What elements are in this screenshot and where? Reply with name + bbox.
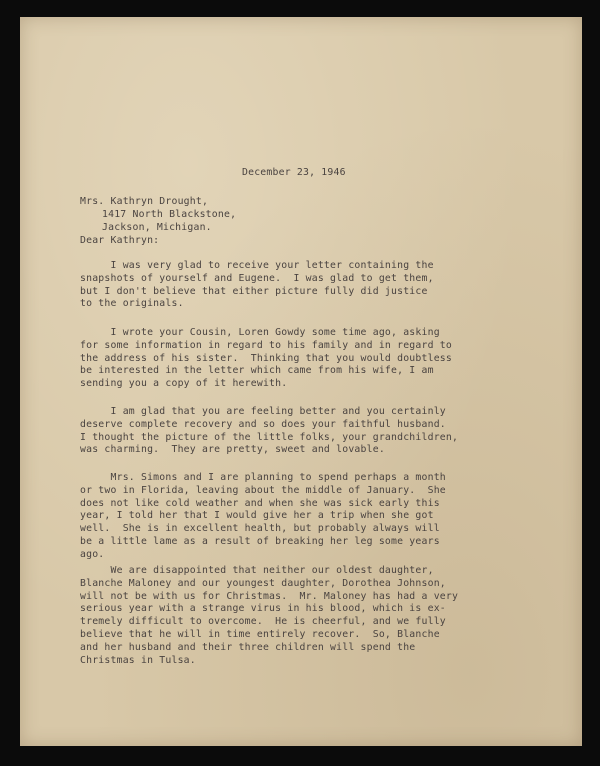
paragraph-line: I was very glad to receive your letter containing the [80,260,434,271]
paragraph-line: does not like cold weather and when she was sick early this [80,497,440,509]
paragraph-line: I wrote your Cousin, Loren Gowdy some time ago, asking [80,327,440,338]
paragraph-line: ago. [80,548,105,560]
paragraph-line: sending you a copy of it herewith. [80,378,288,390]
paragraph-line: and her husband and their three children will spend the [80,641,416,653]
paragraph-2 [80,327,480,391]
paragraph-line: well. She is in excellent health, but probably always will [80,523,440,535]
paragraph-line: be a little lame as a result of breaking her leg some years [80,535,440,547]
paragraph-line: the address of his sister. Thinking that you would doubtless [80,352,452,364]
paragraph-line: Christmas in Tulsa. [80,654,196,666]
salutation: Dear Kathryn: [80,235,160,246]
paragraph-line: snapshots of yourself and Eugene. I was glad to get them, [80,272,434,284]
paragraph-line: We are disappointed that neither our oldest daughter, [80,565,434,576]
paragraph-line: tremely difficult to overcome. He is cheerful, and we fully [80,616,446,628]
paragraph-line: Mrs. Simons and I are planning to spend perhaps a month [80,472,446,483]
paragraph-5 [80,565,480,667]
recipient-street: 1417 North Blackstone, [102,209,237,220]
recipient-name: Mrs. Kathryn Drought, [80,196,209,207]
paragraph-line: I am glad that you are feeling better and you certainly [80,406,446,417]
paragraph-line: Blanche Maloney and our youngest daughter, Dorothea Johnson, [80,577,446,589]
paragraph-line: will not be with us for Christmas. Mr. Maloney has had a very [80,590,459,602]
paragraph-3 [80,406,480,457]
paragraph-line: to the originals. [80,298,184,310]
recipient-city: Jackson, Michigan. [102,222,212,233]
letter-page [20,17,582,746]
paragraph-line: be interested in the letter which came from his wife, I am [80,365,434,377]
paragraph-line: I thought the picture of the little folks, your grandchildren, [80,431,459,443]
paragraph-line: was charming. They are pretty, sweet and lovable. [80,444,385,456]
paragraph-line: believe that he will in time entirely recover. So, Blanche [80,628,440,640]
paragraph-line: serious year with a strange virus in his blood, which is ex- [80,603,446,615]
paragraph-line: for some information in regard to his family and in regard to [80,339,452,351]
paragraph-line: year, I told her that I would give her a trip when she got [80,510,434,522]
typed-letter [20,17,582,746]
paragraph-line: or two in Florida, leaving about the middle of January. She [80,484,446,496]
paragraph-line: deserve complete recovery and so does your faithful husband. [80,418,446,430]
letter-date: December 23, 1946 [242,167,346,178]
paragraph-line: but I don't believe that either picture fully did justice [80,285,428,297]
paragraph-4 [80,472,480,562]
paragraph-1 [80,260,480,311]
